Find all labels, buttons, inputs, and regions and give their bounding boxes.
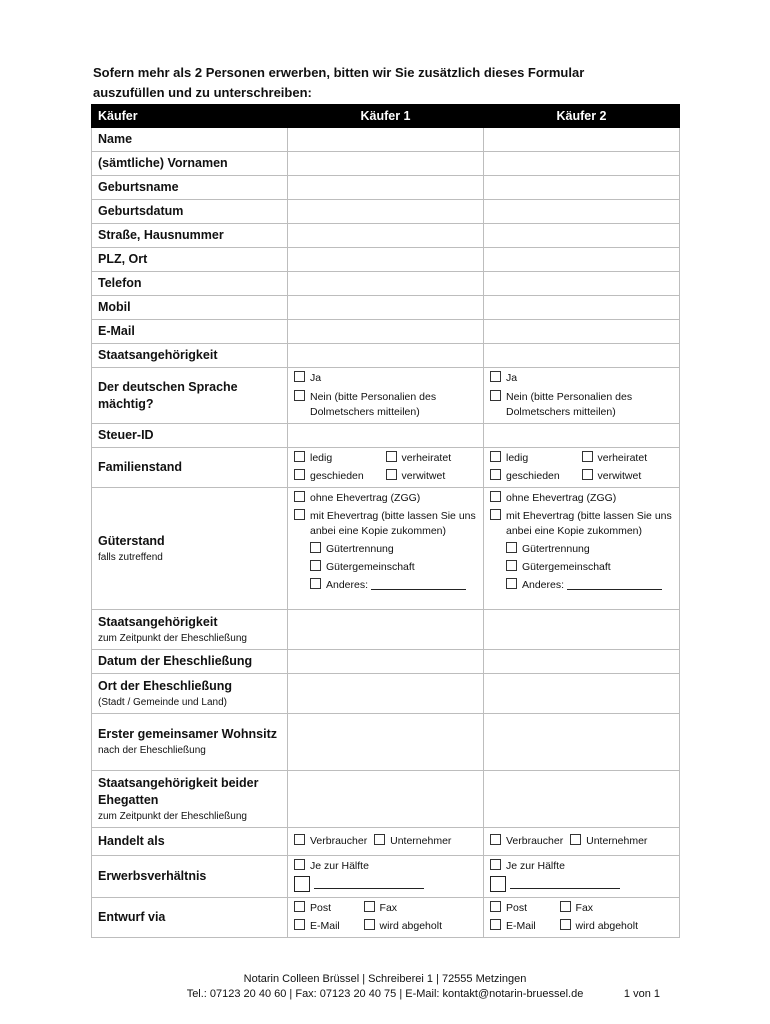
row-steuer — [92, 424, 680, 448]
field-staat-ehe-1[interactable] — [288, 610, 484, 650]
option-ohne-ehevertrag[interactable]: ohne Ehevertrag (ZGG) — [490, 491, 673, 506]
option-guetertrennung[interactable]: Gütertrennung — [294, 542, 477, 557]
field-steuer-2[interactable] — [484, 424, 680, 448]
label-gueterstand-sub: falls zutreffend — [98, 551, 163, 563]
row-wohnsitz — [92, 714, 680, 771]
intro-line-1: Sofern mehr als 2 Personen erwerben, bitten wir Sie zusätzlich dieses Formular — [93, 65, 585, 80]
checkbox-icon[interactable] — [490, 876, 506, 892]
checkbox-icon[interactable] — [364, 901, 375, 912]
row-mobil — [92, 296, 680, 320]
field-vornamen-1[interactable] — [288, 152, 484, 176]
option-verbraucher[interactable]: Verbraucher — [294, 835, 367, 847]
field-telefon-2[interactable] — [484, 272, 680, 296]
share-input-line[interactable] — [510, 877, 620, 889]
label-staat-ehe-sub: zum Zeitpunkt der Eheschließung — [98, 632, 247, 644]
options-erwerb-2 — [484, 856, 680, 898]
label-staat-ehe — [92, 610, 288, 650]
field-staat-beide-2[interactable] — [484, 771, 680, 828]
option-verwitwet[interactable]: verwitwet — [582, 469, 674, 484]
option-verbraucher[interactable]: Verbraucher — [490, 835, 563, 847]
label-geburtsname: Geburtsname — [92, 176, 288, 200]
row-gueterstand — [92, 488, 680, 610]
row-datum-ehe — [92, 650, 680, 674]
option-nein[interactable]: Nein (bitte Personalien des Dolmetschers mitteilen) — [294, 390, 477, 420]
checkbox-icon[interactable] — [582, 469, 593, 480]
option-ledig[interactable]: ledig — [490, 451, 582, 466]
footer-contact-row — [0, 987, 770, 1002]
label-staatsangehoerigkeit: Staatsangehörigkeit — [92, 344, 288, 368]
row-staat-ehe — [92, 610, 680, 650]
option-verheiratet[interactable]: verheiratet — [582, 451, 674, 466]
checkbox-icon[interactable] — [506, 578, 517, 589]
checkbox-icon[interactable] — [294, 876, 310, 892]
checkbox-icon[interactable] — [310, 542, 321, 553]
field-ort-ehe-2[interactable] — [484, 674, 680, 714]
option-post[interactable]: Post — [294, 901, 364, 916]
label-familienstand: Familienstand — [92, 448, 288, 488]
header-kaeufer-2: Käufer 2 — [484, 105, 680, 128]
option-geschieden[interactable]: geschieden — [294, 469, 386, 484]
label-gueterstand-main: Güterstand — [98, 533, 165, 548]
option-fax[interactable]: Fax — [364, 901, 477, 916]
header-kaeufer: Käufer — [92, 105, 288, 128]
options-entwurf-2 — [484, 898, 680, 938]
anderes-input-line[interactable] — [371, 578, 466, 590]
label-handelt: Handelt als — [92, 828, 288, 856]
option-ohne-ehevertrag[interactable]: ohne Ehevertrag (ZGG) — [294, 491, 477, 506]
options-handelt-1 — [288, 828, 484, 856]
option-unternehmer[interactable]: Unternehmer — [374, 835, 451, 847]
field-vornamen-2[interactable] — [484, 152, 680, 176]
option-other-share[interactable] — [294, 876, 477, 894]
field-geburtsname-2[interactable] — [484, 176, 680, 200]
option-mit-ehevertrag[interactable]: mit Ehevertrag (bitte lassen Sie uns anbei eine Kopie zukommen) — [490, 509, 673, 539]
checkbox-icon[interactable] — [490, 491, 501, 502]
field-mobil-1[interactable] — [288, 296, 484, 320]
row-telefon — [92, 272, 680, 296]
label-vornamen: (sämtliche) Vornamen — [92, 152, 288, 176]
checkbox-icon[interactable] — [490, 371, 501, 382]
label-wohnsitz-main: Erster gemeinsamer Wohnsitz — [98, 727, 277, 741]
checkbox-icon[interactable] — [294, 509, 305, 520]
page-number: 1 von 1 — [623, 988, 660, 1000]
row-name — [92, 128, 680, 152]
label-steuer: Steuer-ID — [92, 424, 288, 448]
option-guetergemeinschaft[interactable]: Gütergemeinschaft — [490, 560, 673, 575]
field-geburtsdatum-1[interactable] — [288, 200, 484, 224]
label-geburtsdatum: Geburtsdatum — [92, 200, 288, 224]
field-datum-ehe-2[interactable] — [484, 650, 680, 674]
label-plz: PLZ, Ort — [92, 248, 288, 272]
checkbox-icon[interactable] — [490, 859, 501, 870]
row-ort-ehe — [92, 674, 680, 714]
field-name-1[interactable] — [288, 128, 484, 152]
checkbox-icon[interactable] — [490, 901, 501, 912]
checkbox-icon[interactable] — [386, 469, 397, 480]
label-gueterstand — [92, 488, 288, 610]
option-anderes[interactable]: Anderes: — [490, 578, 673, 593]
checkbox-icon[interactable] — [294, 834, 305, 845]
checkbox-icon[interactable] — [294, 371, 305, 382]
options-entwurf-1 — [288, 898, 484, 938]
field-geburtsdatum-2[interactable] — [484, 200, 680, 224]
checkbox-icon[interactable] — [310, 560, 321, 571]
option-haelfte[interactable]: Je zur Hälfte — [294, 859, 477, 874]
label-telefon: Telefon — [92, 272, 288, 296]
label-erwerb: Erwerbsverhältnis — [92, 856, 288, 898]
option-email[interactable]: E-Mail — [294, 919, 364, 934]
row-erwerb — [92, 856, 680, 898]
field-geburtsname-1[interactable] — [288, 176, 484, 200]
table-header-row — [92, 105, 680, 128]
field-datum-ehe-1[interactable] — [288, 650, 484, 674]
label-staat-beide-sub: zum Zeitpunkt der Eheschließung — [98, 810, 247, 822]
option-haelfte[interactable]: Je zur Hälfte — [490, 859, 673, 874]
field-name-2[interactable] — [484, 128, 680, 152]
options-handelt-2 — [484, 828, 680, 856]
options-gueterstand-2 — [484, 488, 680, 610]
option-ja[interactable]: Ja — [294, 371, 477, 386]
checkbox-icon[interactable] — [386, 451, 397, 462]
checkbox-icon[interactable] — [294, 859, 305, 870]
checkbox-icon[interactable] — [294, 451, 305, 462]
page-footer — [0, 972, 770, 1002]
label-staat-ehe-main: Staatsangehörigkeit — [98, 614, 218, 629]
options-sprache-1 — [288, 368, 484, 424]
field-ort-ehe-1[interactable] — [288, 674, 484, 714]
row-geburtsdatum — [92, 200, 680, 224]
option-guetergemeinschaft[interactable]: Gütergemeinschaft — [294, 560, 477, 575]
label-sprache: Der deutschen Sprache mächtig? — [92, 368, 288, 424]
checkbox-icon[interactable] — [294, 901, 305, 912]
field-staatsangehoerigkeit-2[interactable] — [484, 344, 680, 368]
intro-text — [93, 63, 693, 103]
checkbox-icon[interactable] — [570, 834, 581, 845]
option-ja[interactable]: Ja — [490, 371, 673, 386]
footer-contact: Tel.: 07123 20 40 60 | Fax: 07123 20 40 75 | E-Mail: kontakt@notarin-bruessel.de — [186, 988, 584, 1000]
header-kaeufer-1: Käufer 1 — [288, 105, 484, 128]
label-strasse: Straße, Hausnummer — [92, 224, 288, 248]
option-geschieden[interactable]: geschieden — [490, 469, 582, 484]
row-familienstand — [92, 448, 680, 488]
options-erwerb-1 — [288, 856, 484, 898]
option-mit-ehevertrag[interactable]: mit Ehevertrag (bitte lassen Sie uns anbei eine Kopie zukommen) — [294, 509, 477, 539]
options-gueterstand-1 — [288, 488, 484, 610]
options-sprache-2 — [484, 368, 680, 424]
row-plz — [92, 248, 680, 272]
checkbox-icon[interactable] — [294, 390, 305, 401]
field-plz-1[interactable] — [288, 248, 484, 272]
label-wohnsitz — [92, 714, 288, 771]
row-staatsangehoerigkeit — [92, 344, 680, 368]
row-geburtsname — [92, 176, 680, 200]
row-handelt — [92, 828, 680, 856]
option-nein[interactable]: Nein (bitte Personalien des Dolmetschers mitteilen) — [490, 390, 673, 420]
option-other-share[interactable] — [490, 876, 673, 894]
field-staat-beide-1[interactable] — [288, 771, 484, 828]
options-familienstand-1 — [288, 448, 484, 488]
row-strasse — [92, 224, 680, 248]
checkbox-icon[interactable] — [294, 919, 305, 930]
checkbox-icon[interactable] — [374, 834, 385, 845]
label-ort-ehe-sub: (Stadt / Gemeinde und Land) — [98, 696, 227, 708]
option-anderes[interactable]: Anderes: — [294, 578, 477, 593]
label-ort-ehe-main: Ort der Eheschließung — [98, 678, 233, 693]
checkbox-icon[interactable] — [490, 919, 501, 930]
field-plz-2[interactable] — [484, 248, 680, 272]
checkbox-icon[interactable] — [582, 451, 593, 462]
field-telefon-1[interactable] — [288, 272, 484, 296]
checkbox-icon[interactable] — [490, 390, 501, 401]
row-sprache — [92, 368, 680, 424]
option-guetertrennung[interactable]: Gütertrennung — [490, 542, 673, 557]
checkbox-icon[interactable] — [490, 469, 501, 480]
label-entwurf: Entwurf via — [92, 898, 288, 938]
checkbox-icon[interactable] — [490, 509, 501, 520]
share-input-line[interactable] — [314, 877, 424, 889]
label-staat-beide-main: Staatsangehörigkeit beider Ehegatten — [98, 775, 259, 807]
row-staat-beide — [92, 771, 680, 828]
field-steuer-1[interactable] — [288, 424, 484, 448]
footer-address: Notarin Colleen Brüssel | Schreiberei 1 | 72555 Metzingen — [243, 973, 527, 985]
field-email-1[interactable] — [288, 320, 484, 344]
row-entwurf — [92, 898, 680, 938]
checkbox-icon[interactable] — [506, 542, 517, 553]
option-email[interactable]: E-Mail — [490, 919, 560, 934]
row-email — [92, 320, 680, 344]
checkbox-icon[interactable] — [490, 834, 501, 845]
field-mobil-2[interactable] — [484, 296, 680, 320]
intro-line-2: auszufüllen und zu unterschreiben: — [93, 85, 312, 100]
field-staat-ehe-2[interactable] — [484, 610, 680, 650]
label-mobil: Mobil — [92, 296, 288, 320]
option-ledig[interactable]: ledig — [294, 451, 386, 466]
option-unternehmer[interactable]: Unternehmer — [570, 835, 647, 847]
checkbox-icon[interactable] — [506, 560, 517, 571]
label-datum-ehe: Datum der Eheschließung — [92, 650, 288, 674]
field-wohnsitz-2[interactable] — [484, 714, 680, 771]
field-wohnsitz-1[interactable] — [288, 714, 484, 771]
option-fax[interactable]: Fax — [560, 901, 673, 916]
checkbox-icon[interactable] — [294, 491, 305, 502]
checkbox-icon[interactable] — [364, 919, 375, 930]
label-email: E-Mail — [92, 320, 288, 344]
label-name: Name — [92, 128, 288, 152]
checkbox-icon[interactable] — [490, 451, 501, 462]
label-staat-beide — [92, 771, 288, 828]
options-familienstand-2 — [484, 448, 680, 488]
checkbox-icon[interactable] — [560, 919, 571, 930]
buyer-form-table — [91, 104, 680, 938]
checkbox-icon[interactable] — [560, 901, 571, 912]
label-ort-ehe — [92, 674, 288, 714]
field-email-2[interactable] — [484, 320, 680, 344]
row-vornamen — [92, 152, 680, 176]
field-staatsangehoerigkeit-1[interactable] — [288, 344, 484, 368]
option-post[interactable]: Post — [490, 901, 560, 916]
option-verwitwet[interactable]: verwitwet — [386, 469, 478, 484]
field-strasse-2[interactable] — [484, 224, 680, 248]
field-strasse-1[interactable] — [288, 224, 484, 248]
checkbox-icon[interactable] — [310, 578, 321, 589]
checkbox-icon[interactable] — [294, 469, 305, 480]
option-verheiratet[interactable]: verheiratet — [386, 451, 478, 466]
option-abgeholt[interactable]: wird abgeholt — [364, 919, 477, 934]
anderes-input-line[interactable] — [567, 578, 662, 590]
label-wohnsitz-sub: nach der Eheschließung — [98, 745, 206, 756]
option-abgeholt[interactable]: wird abgeholt — [560, 919, 673, 934]
